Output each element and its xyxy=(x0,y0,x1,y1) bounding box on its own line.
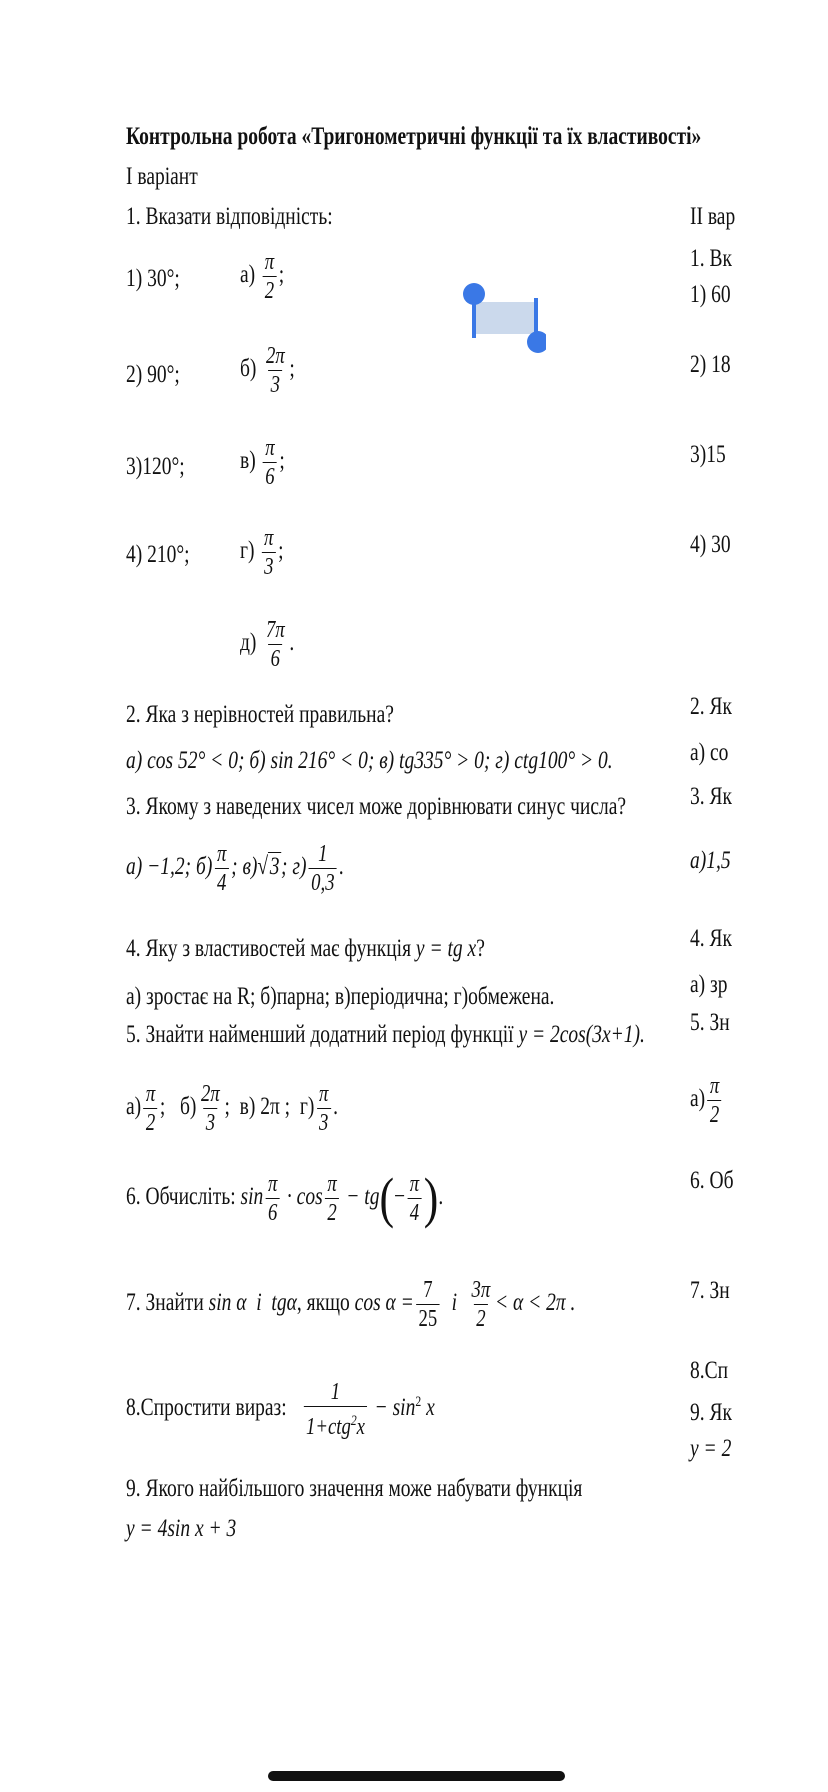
q2-prompt: 2. Яка з нерівностей правильна? xyxy=(126,701,394,728)
q1-option-g-fraction: $\frac{\pi}{3}$ xyxy=(262,524,276,581)
q1-option-d: д) $\frac{7\pi}{6}$ . xyxy=(240,617,295,672)
right-col-line: 6. Об xyxy=(690,1167,734,1194)
home-indicator[interactable] xyxy=(268,1771,565,1781)
q7-frac-range: $\frac{3\pi}{2}$ xyxy=(471,1277,491,1332)
right-col-line: 3. Як xyxy=(690,783,732,810)
right-col-line: а) зр xyxy=(690,971,728,998)
q1-option-g-label: г) xyxy=(240,537,255,565)
right-col-line: 5. Зн xyxy=(690,1009,730,1036)
q1-prompt: 1. Вказати відповідність: xyxy=(126,203,333,230)
right-col-line: 1) 60 xyxy=(690,281,731,308)
q8-fraction: $\frac{1}{1+ctg^2x}$ xyxy=(304,1378,368,1441)
q1-left-1: 1) 30°; xyxy=(126,265,180,292)
q6-frac-cos: $\frac{\pi}{2}$ xyxy=(325,1170,339,1227)
q6-frac-tg: $\frac{\pi}{4}$ xyxy=(407,1170,421,1227)
right-col-line: 1. Вк xyxy=(690,245,732,272)
right-col-line: 3)15 xyxy=(690,441,726,468)
q9-function: y = 4sin x + 3 xyxy=(126,1515,237,1542)
q1-option-a-label: а) xyxy=(240,261,256,289)
q1-option-v-label: в) xyxy=(240,447,256,475)
right-col-line: 9. Як xyxy=(690,1399,732,1426)
q3-frac-b: $\frac{\pi}{4}$ xyxy=(215,840,229,897)
q1-left-4: 4) 210°; xyxy=(126,541,190,568)
q1-option-b: б) $\frac{2\pi}{3}$ ; xyxy=(240,343,295,398)
right-col-line: а) cо xyxy=(690,739,729,766)
q1-left-2: 2) 90°; xyxy=(126,361,180,388)
sqrt-sign: √ xyxy=(257,853,269,881)
right-col-line: 4) 30 xyxy=(690,531,731,558)
right-col-line: 2) 18 xyxy=(690,351,731,378)
q1-option-d-label: д) xyxy=(240,629,257,657)
q5-options: а) $\frac{\pi}{2}$ ; б) $\frac{2\pi}{3}$ ; в) 2π ; г) $\frac{\pi}{3}$ . xyxy=(126,1081,338,1136)
q5-frac-a: $\frac{\pi}{2}$ xyxy=(143,1080,157,1137)
right-col-line: 7. Зн xyxy=(690,1277,730,1304)
q1-left-3: 3)120°; xyxy=(126,453,185,480)
q1-option-v: в) $\frac{\pi}{6}$ ; xyxy=(240,435,285,490)
right-col-line: 8.Сп xyxy=(690,1357,729,1384)
q1-option-b-label: б) xyxy=(240,355,257,383)
right-col-line: y = 2 xyxy=(690,1435,732,1462)
q5-frac-d: $\frac{\pi}{3}$ xyxy=(317,1080,331,1137)
q1-option-a-fraction: $\frac{\pi}{2}$ xyxy=(262,248,276,305)
selection-highlight xyxy=(474,302,536,334)
page-title: Контрольна робота «Тригонометричні функції та їх властивості» xyxy=(126,123,702,150)
q1-option-a: а) $\frac{\pi}{2}$ ; xyxy=(240,249,285,304)
q5-function: y = 2cos(3x+1). xyxy=(518,1021,645,1048)
q7-line: 7. Знайти sin α і tgα, якщо cos α = $\frac{7}{25}$ і $\frac{3\pi}{2}$ < α < 2π . xyxy=(126,1277,576,1332)
right-col-line: а)1,5 xyxy=(690,847,731,874)
q7-frac-cos: $\frac{7}{25}$ xyxy=(416,1276,439,1333)
selection-start-handle[interactable] xyxy=(463,283,485,305)
q6-frac-sin: $\frac{\pi}{6}$ xyxy=(266,1170,280,1227)
right-col-line: 2. Як xyxy=(690,693,732,720)
q8-line: 8.Спростити вираз: $\frac{1}{1+ctg^2x}$ − $\sin^2 x$ xyxy=(126,1379,435,1440)
q3-prompt: 3. Якому з наведених чисел може дорівнювати синус числа? xyxy=(126,793,627,820)
q1-option-d-fraction: $\frac{7\pi}{6}$ xyxy=(265,617,285,672)
q6-line: 6. Обчисліть: sin $\frac{\pi}{6}$ · cos $\frac{\pi}{2}$ − tg(− $\frac{\pi}{4}$ ). xyxy=(126,1167,444,1230)
q3-options: а) −1,2; б) $\frac{\pi}{4}$ ; в)√3; г) $\frac{1}{0,3}$ . xyxy=(126,841,345,896)
right-col-line: ІІ вар xyxy=(690,203,736,230)
q2-options: а) cos 52° < 0; б) sin 216° < 0; в) tg335° > 0; г) ctg100° > 0. xyxy=(126,747,613,774)
right-col-frac-line: а) $\frac{\pi}{2}$ xyxy=(690,1072,724,1129)
selection-end-handle[interactable] xyxy=(527,331,546,353)
q1-option-b-fraction: $\frac{2\pi}{3}$ xyxy=(265,343,285,398)
q5-prompt-line: 5. Знайти найменший додатний період функції y = 2cos(3x+1). xyxy=(126,1021,645,1048)
q5-frac-b: $\frac{2\pi}{3}$ xyxy=(201,1081,220,1136)
q4-options: а) зростає на R; б)парна; в)періодична; г)обмежена. xyxy=(126,983,555,1010)
variant-label: І варіант xyxy=(126,163,198,190)
q3-frac-d: $\frac{1}{0,3}$ xyxy=(309,840,337,897)
q4-function: y = tg x xyxy=(415,935,477,962)
q1-option-g: г) $\frac{\pi}{3}$ ; xyxy=(240,525,284,580)
right-col-line: 4. Як xyxy=(690,925,732,952)
text-selection[interactable] xyxy=(460,282,546,356)
q9-prompt: 9. Якого найбільшого значення може набувати функція xyxy=(126,1475,583,1502)
q4-prompt-line: 4. Яку з властивостей має функція y = tg x? xyxy=(126,935,485,962)
q1-option-v-fraction: $\frac{\pi}{6}$ xyxy=(263,434,277,491)
